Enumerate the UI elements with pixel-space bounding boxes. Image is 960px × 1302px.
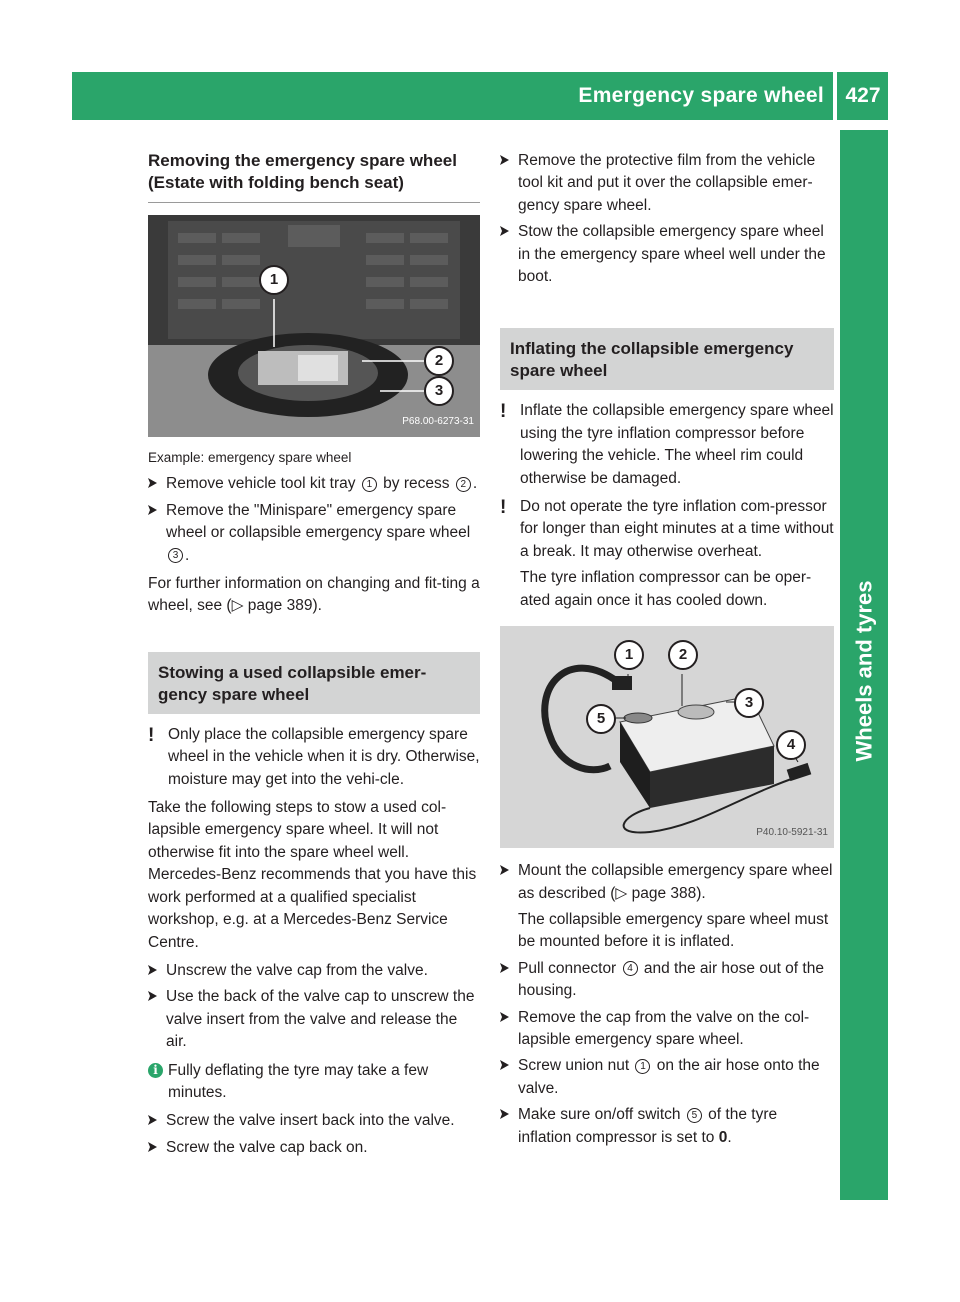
info-note: i Fully deflating the tyre may take a few minutes. <box>148 1060 480 1105</box>
callout-5: 5 <box>586 704 616 734</box>
figure-code: P68.00-6273-31 <box>402 415 474 427</box>
instruction-step: Remove the cap from the valve on the col-lapsible emergency spare wheel. <box>500 1007 834 1052</box>
callout-ref: 1 <box>635 1059 650 1074</box>
page-number: 427 <box>845 84 881 107</box>
step-arrow-icon <box>148 1142 157 1152</box>
instruction-step: Unscrew the valve cap from the valve. <box>148 960 480 982</box>
callout-ref: 1 <box>362 477 377 492</box>
warning-icon: ! <box>500 401 507 423</box>
callout-ref: 5 <box>687 1108 702 1123</box>
chapter-label: Wheels and tyres <box>851 580 877 762</box>
instruction-step: Screw the valve insert back into the valve. <box>148 1110 480 1132</box>
paragraph: For further information on changing and fit-ting a wheel, see (▷ page 389). <box>148 575 480 615</box>
left-column <box>148 150 480 1163</box>
warning-note: ! Only place the collapsible emergency spare wheel in the vehicle when it is dry. Otherwise, moisture may get into the vehi-cle. <box>148 724 480 788</box>
step-arrow-icon <box>500 1012 509 1022</box>
instruction-step: Stow the collapsible emergency spare wheel in the emergency spare wheel well under the boot. <box>500 221 834 288</box>
compressor-figure <box>500 626 834 848</box>
instruction-step: Mount the collapsible emergency spare wheel as described (▷ page 388). The collapsible emergency spare wheel must be mounted before it is inflated. <box>500 860 834 954</box>
instruction-step: Screw the valve cap back on. <box>148 1137 480 1159</box>
step-arrow-icon <box>500 1060 509 1070</box>
step-followup: The collapsible emergency spare wheel must be mounted before it is inflated. <box>518 910 829 951</box>
step-arrow-icon <box>148 1115 157 1125</box>
callout-ref: 3 <box>168 548 183 563</box>
callout-3: 3 <box>424 376 454 406</box>
instruction-step: Make sure on/off switch 5 of the tyre inflation compressor is set to 0. <box>500 1104 834 1149</box>
figure-code: P40.10-5921-31 <box>756 826 828 838</box>
callout-4: 4 <box>776 730 806 760</box>
step-arrow-icon <box>148 505 157 515</box>
figure-caption: Example: emergency spare wheel <box>148 450 352 465</box>
warning-note: ! Do not operate the tyre inflation com-pressor for longer than eight minutes at a time without a break. It may otherwise overheat. The tyre inflation compressor can be oper-ated again once it has cooled down. <box>500 496 834 612</box>
page-title: Emergency spare wheel <box>578 84 824 107</box>
instruction-step: Remove the protective film from the vehicle tool kit and put it over the collapsible emer-gency spare wheel. <box>500 150 834 217</box>
warning-note: ! Inflate the collapsible emergency spare wheel using the tyre inflation compressor before lowering the vehicle. The wheel rim could otherwise be damaged. <box>500 401 834 487</box>
step-arrow-icon <box>148 965 157 975</box>
step-arrow-icon <box>500 1109 509 1119</box>
warning-icon: ! <box>500 497 507 519</box>
step-arrow-icon <box>500 155 509 165</box>
header-divider <box>833 72 837 120</box>
section-heading: Removing the emergency spare wheel (Estate with folding bench seat) <box>148 150 480 203</box>
callout-1: 1 <box>259 265 289 295</box>
callout-3: 3 <box>734 688 764 718</box>
step-arrow-icon <box>148 991 157 1001</box>
section-heading-box: Stowing a used collapsible emer-gency spare wheel <box>148 652 480 714</box>
warning-icon: ! <box>148 724 155 746</box>
callout-1: 1 <box>614 640 644 670</box>
info-icon: i <box>148 1063 163 1078</box>
instruction-step: Screw union nut 1 on the air hose onto the valve. <box>500 1055 834 1100</box>
instruction-step: Pull connector 4 and the air hose out of the housing. <box>500 958 834 1003</box>
right-column <box>500 150 834 1153</box>
step-arrow-icon <box>148 478 157 488</box>
instruction-step: Remove the "Minispare" emergency spare wheel or collapsible emergency spare wheel 3 . <box>148 500 480 567</box>
callout-2: 2 <box>668 640 698 670</box>
instruction-step: Use the back of the valve cap to unscrew the valve insert from the valve and release the air. <box>148 986 480 1053</box>
section-heading-box: Inflating the collapsible emergency spare wheel <box>500 328 834 390</box>
step-arrow-icon <box>500 963 509 973</box>
spare-wheel-figure <box>148 215 480 437</box>
instruction-step: Remove vehicle tool kit tray 1 by recess 2 . <box>148 473 480 495</box>
warning-followup: The tyre inflation compressor can be oper-ated again once it has cooled down. <box>520 569 812 609</box>
step-arrow-icon <box>500 865 509 875</box>
callout-ref: 4 <box>623 961 638 976</box>
callout-2: 2 <box>424 346 454 376</box>
step-arrow-icon <box>500 226 509 236</box>
callout-ref: 2 <box>456 477 471 492</box>
paragraph: Take the following steps to stow a used col-lapsible emergency spare wheel. It will not otherwise fit into the spare wheel well. Mercedes-Benz recommends that you have this work performed at a qualified specialist workshop, e.g. at a Mercedes-Benz Service Centre. <box>148 799 477 951</box>
